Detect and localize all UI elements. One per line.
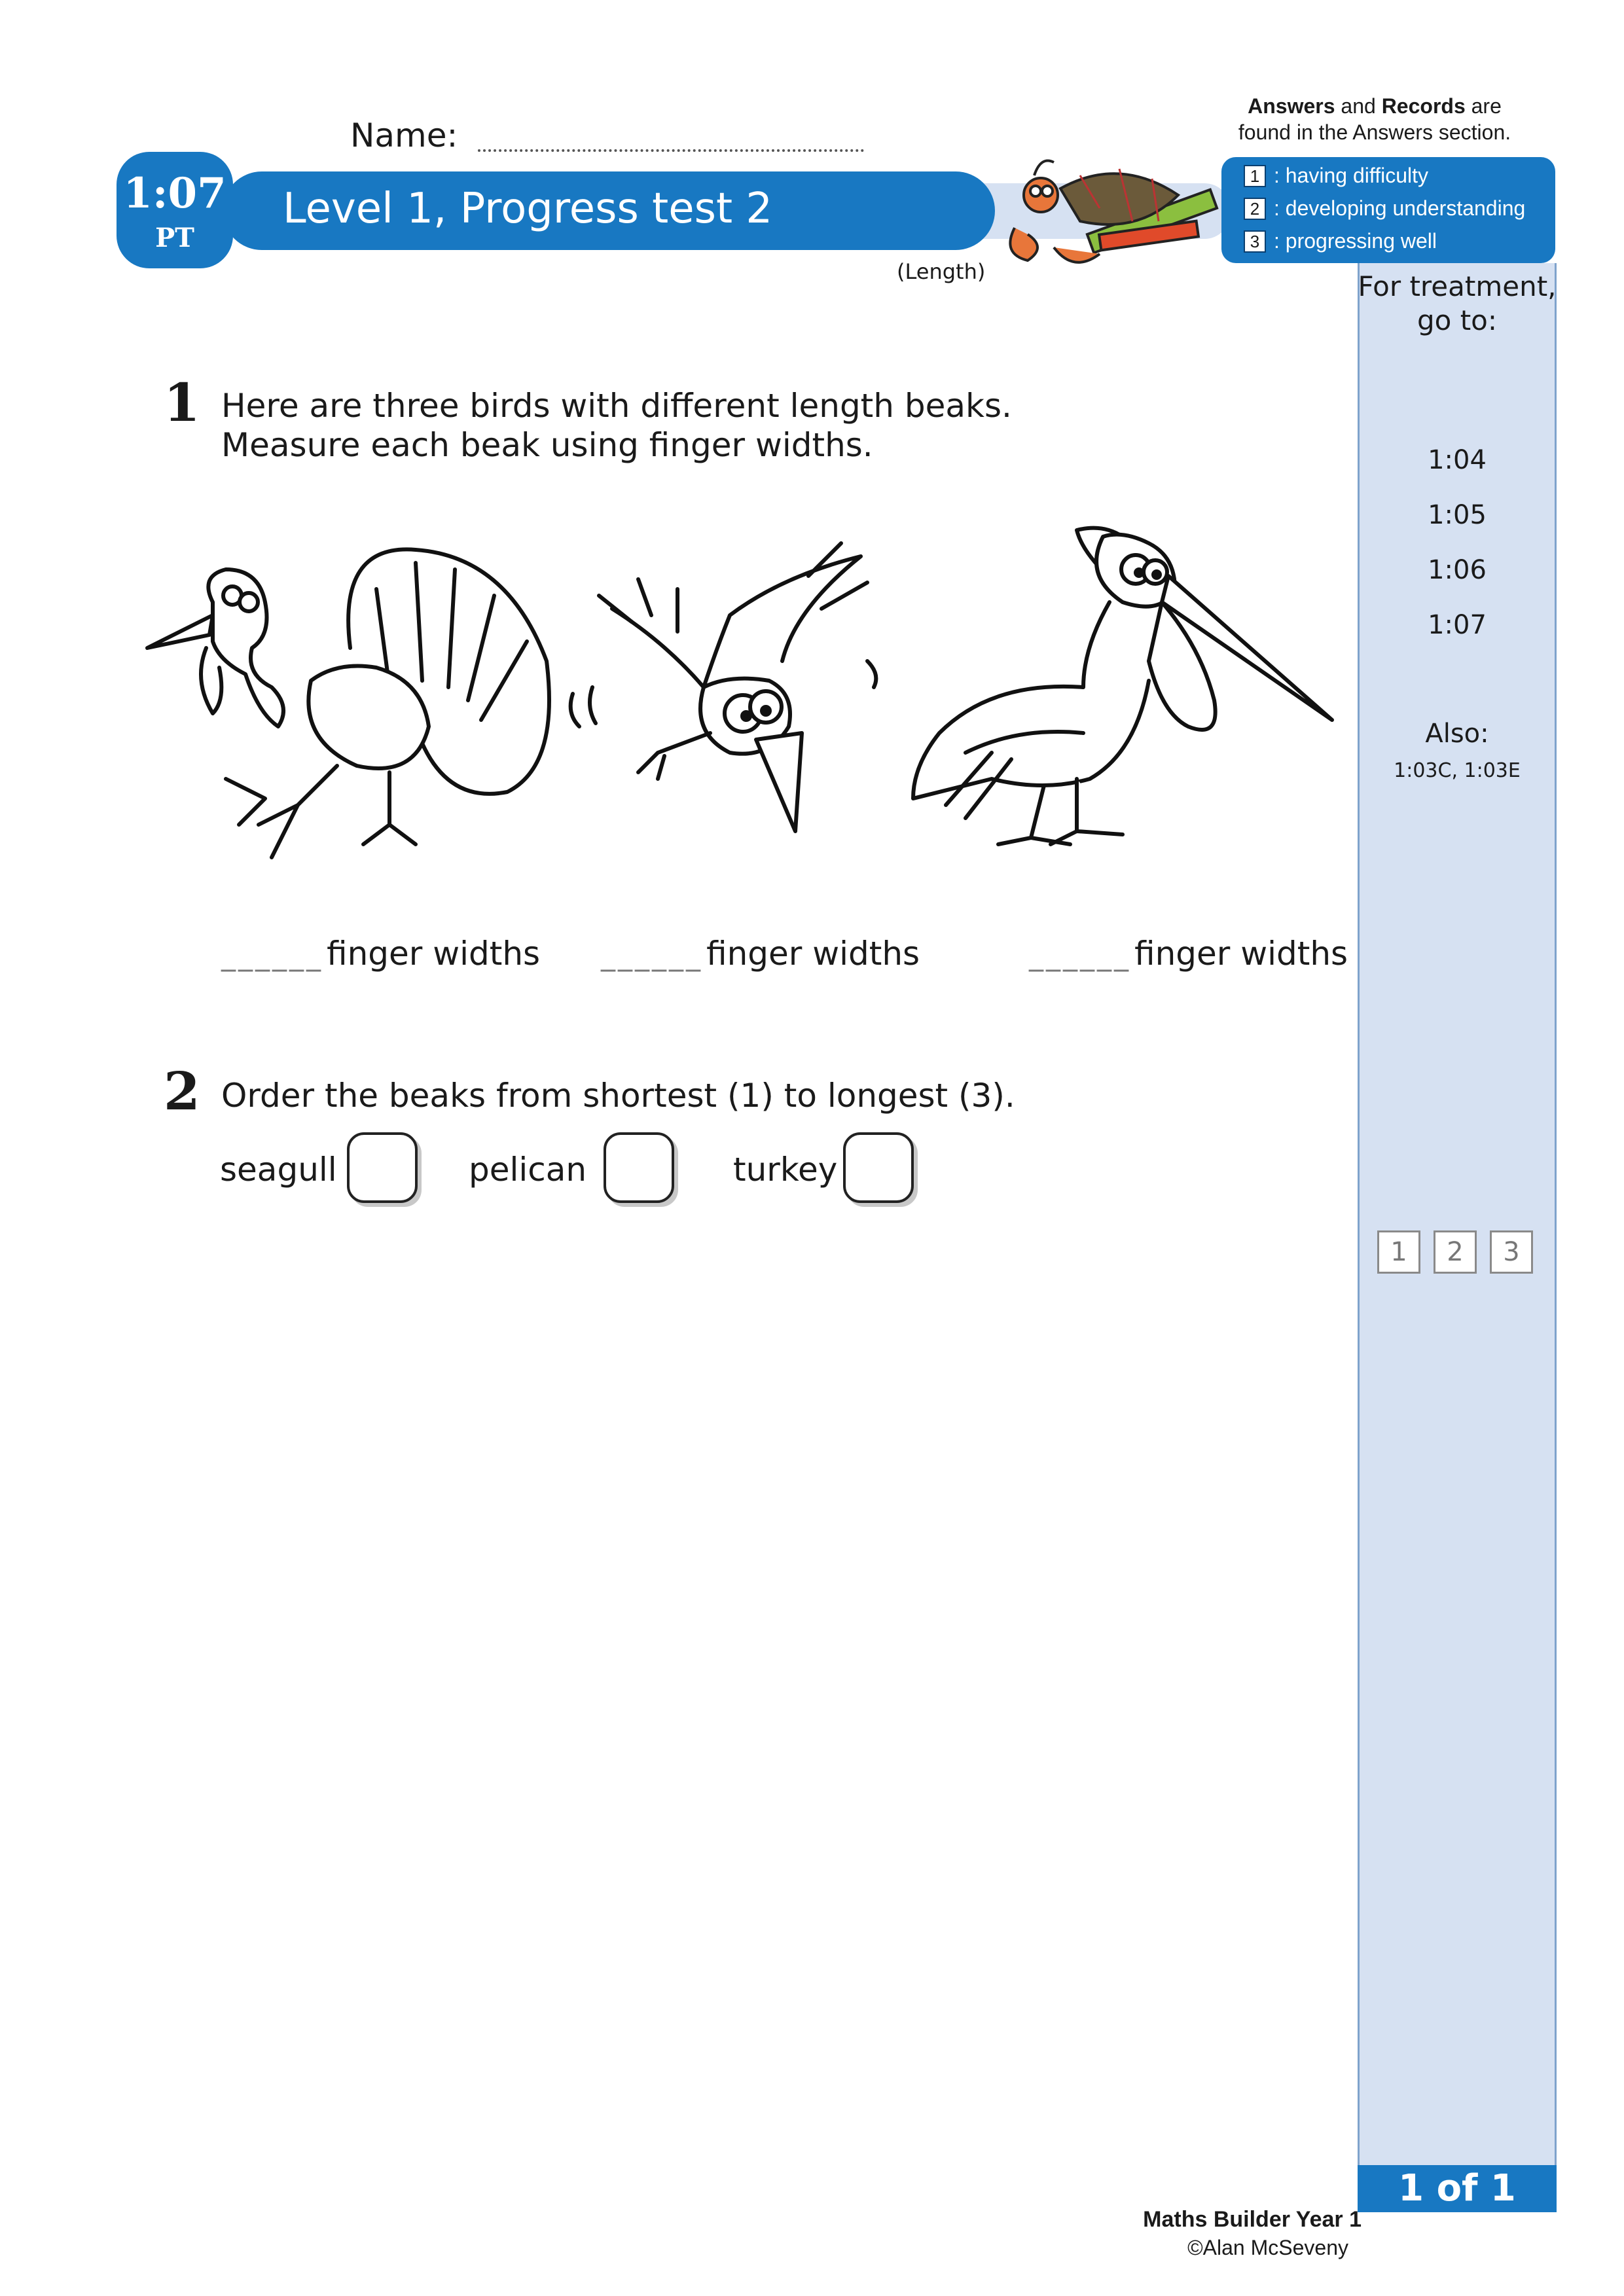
bird-label-pelican: pelican [469,1151,587,1189]
legend-number: 1 [1244,165,1266,187]
seagull-drawing [571,543,876,831]
page-count: 1 of 1 [1358,2165,1557,2212]
question-text: Order the beaks from shortest (1) to longest (3). [221,1077,1015,1115]
answers-are: are [1465,94,1502,118]
also-label: Also: [1425,719,1489,749]
legend-text: : progressing well [1274,229,1437,253]
treatment-item: 1:04 [1428,445,1487,475]
records-word: Records [1381,94,1466,118]
topic-label: (Length) [897,259,986,284]
birds-illustration [141,517,1352,870]
answers-note-line2: found in the Answers section. [1238,120,1511,144]
answer-blank[interactable]: ______ [1029,939,1131,972]
answer-pelican [1029,935,1348,973]
legend-text: : developing understanding [1274,196,1526,220]
answer-unit: finger widths [327,935,541,973]
order-box-pelican[interactable] [604,1132,674,1203]
answers-word: Answers [1248,94,1335,118]
answer-blank[interactable]: ______ [221,939,323,972]
lesson-code: 1:07 [123,169,226,218]
question-number: 2 [164,1060,200,1122]
footer-title: Maths Builder Year 1 [1143,2207,1362,2232]
treatment-item: 1:07 [1428,610,1487,640]
order-box-turkey[interactable] [843,1132,914,1203]
page-title: Level 1, Progress test 2 [283,185,773,233]
treatment-heading: For treatment, go to: [1358,270,1557,336]
lesson-code-sub: PT [155,223,194,253]
answer-seagull [601,935,920,973]
order-box-seagull[interactable] [347,1132,418,1203]
answer-blank[interactable]: ______ [601,939,703,972]
answer-turkey [221,935,540,973]
answers-note [1191,93,1558,145]
legend-number: 3 [1244,230,1266,253]
name-line[interactable] [478,149,864,152]
legend-row [1244,229,1437,253]
question-number: 1 [164,372,200,433]
answers-and: and [1335,94,1382,118]
legend-row [1244,164,1428,188]
score-box-3[interactable]: 3 [1490,1230,1533,1274]
score-box-2[interactable]: 2 [1434,1230,1477,1274]
question-line: Here are three birds with different length beaks. [221,387,1012,425]
score-box-1[interactable]: 1 [1377,1230,1420,1274]
treatment-item: 1:06 [1428,555,1487,585]
bird-label-seagull: seagull [220,1151,337,1189]
treatment-item: 1:05 [1428,500,1487,530]
legend-row [1244,196,1525,221]
answer-unit: finger widths [706,935,920,973]
pelican-drawing [913,528,1332,844]
bird-label-turkey: turkey [733,1151,838,1189]
question-line: Measure each beak using finger widths. [221,426,873,464]
answer-unit: finger widths [1134,935,1348,973]
mascot-illustration [988,149,1224,280]
also-value: 1:03C, 1:03E [1394,759,1521,782]
legend-number: 2 [1244,198,1266,220]
question-text [221,386,1012,465]
turkey-drawing [147,549,549,857]
footer-copyright: ©Alan McSeveny [1187,2236,1348,2259]
name-label: Name: [350,117,458,154]
legend-text: : having difficulty [1274,164,1428,187]
